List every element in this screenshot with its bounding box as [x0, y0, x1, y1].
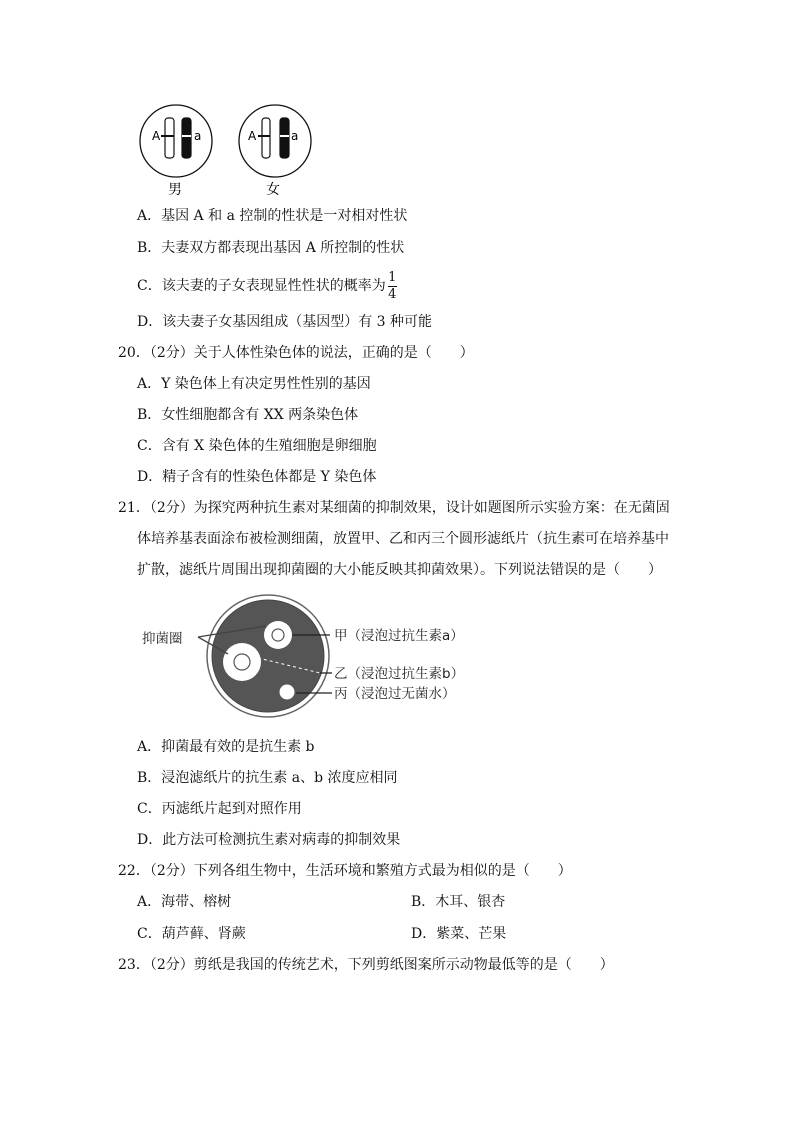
q20-option-b[interactable]: B．女性细胞都含有 XX 两条染色体	[137, 407, 359, 423]
fraction-numerator: 1	[388, 269, 397, 285]
yi-filter-disc	[234, 654, 250, 670]
q22-stem: 22．（2分）下列各组生物中，生活环境和繁殖方式最为相似的是（ ）	[118, 863, 572, 879]
q19-option-a[interactable]: A．基因 A 和 a 控制的性状是一对相对性状	[137, 208, 408, 224]
q21-option-c[interactable]: C．丙滤纸片起到对照作用	[137, 801, 302, 817]
q22-option-a[interactable]: A．海带、榕树	[137, 894, 232, 910]
q21-stem-line3: 扩散，滤纸片周围出现抑菌圈的大小能反映其抑菌效果）。下列说法错误的是（ ）	[137, 562, 662, 578]
q19-option-b[interactable]: B．夫妻双方都表现出基因 A 所控制的性状	[137, 240, 405, 256]
jia-label: 甲（浸泡过抗生素a）	[334, 628, 464, 644]
chromosome-figure	[138, 104, 318, 199]
q21-option-a[interactable]: A．抑菌最有效的是抗生素 b	[137, 739, 315, 755]
q22-option-d[interactable]: D．紫菜、芒果	[411, 926, 507, 942]
q19-option-c-text: C．该夫妻的子女表现显性性状的概率为	[137, 278, 386, 294]
q21-option-d[interactable]: D．此方法可检测抗生素对病毒的抑制效果	[137, 832, 401, 848]
bing-filter-disc	[279, 684, 295, 700]
bing-label: 丙（浸泡过无菌水）	[334, 686, 456, 702]
q21-stem-line2: 体培养基表面涂布被检测细菌，放置甲、乙和丙三个圆形滤纸片（抗生素可在培养基中	[137, 531, 669, 547]
female-allele-A-label: A	[248, 129, 257, 143]
q20-option-c[interactable]: C．含有 X 染色体的生殖细胞是卵细胞	[137, 438, 377, 454]
q21-stem-line1: 21．（2分）为探究两种抗生素对某细菌的抑制效果，设计如题图所示实验方案：在无菌固	[118, 500, 670, 516]
male-label: 男	[168, 182, 182, 198]
male-allele-A-label: A	[152, 129, 161, 143]
female-allele-a-label: a	[291, 129, 299, 143]
petri-dish-figure	[138, 593, 508, 723]
inhibition-ring-label: 抑菌圈	[142, 631, 183, 647]
fraction-denominator: 4	[388, 286, 397, 302]
q21-option-b[interactable]: B．浸泡滤纸片的抗生素 a、b 浓度应相同	[137, 770, 398, 786]
q23-stem: 23．（2分）剪纸是我国的传统艺术，下列剪纸图案所示动物最低等的是（ ）	[118, 957, 614, 973]
q19-option-d[interactable]: D．该夫妻子女基因组成（基因型）有 3 种可能	[137, 314, 433, 330]
q22-option-c[interactable]: C．葫芦藓、肾蕨	[137, 926, 246, 942]
q22-option-b[interactable]: B．木耳、银杏	[411, 894, 506, 910]
q20-option-d[interactable]: D．精子含有的性染色体都是 Y 染色体	[137, 469, 377, 485]
q20-option-a[interactable]: A．Y 染色体上有决定男性性别的基因	[137, 376, 371, 392]
male-allele-a-label: a	[194, 129, 202, 143]
q20-stem: 20．（2分）关于人体性染色体的说法，正确的是（ ）	[118, 345, 474, 361]
q19-option-c[interactable]	[137, 270, 397, 302]
female-label: 女	[266, 182, 280, 198]
fraction	[388, 271, 397, 302]
yi-label: 乙（浸泡过抗生素b）	[334, 666, 465, 682]
jia-filter-disc	[272, 629, 284, 641]
